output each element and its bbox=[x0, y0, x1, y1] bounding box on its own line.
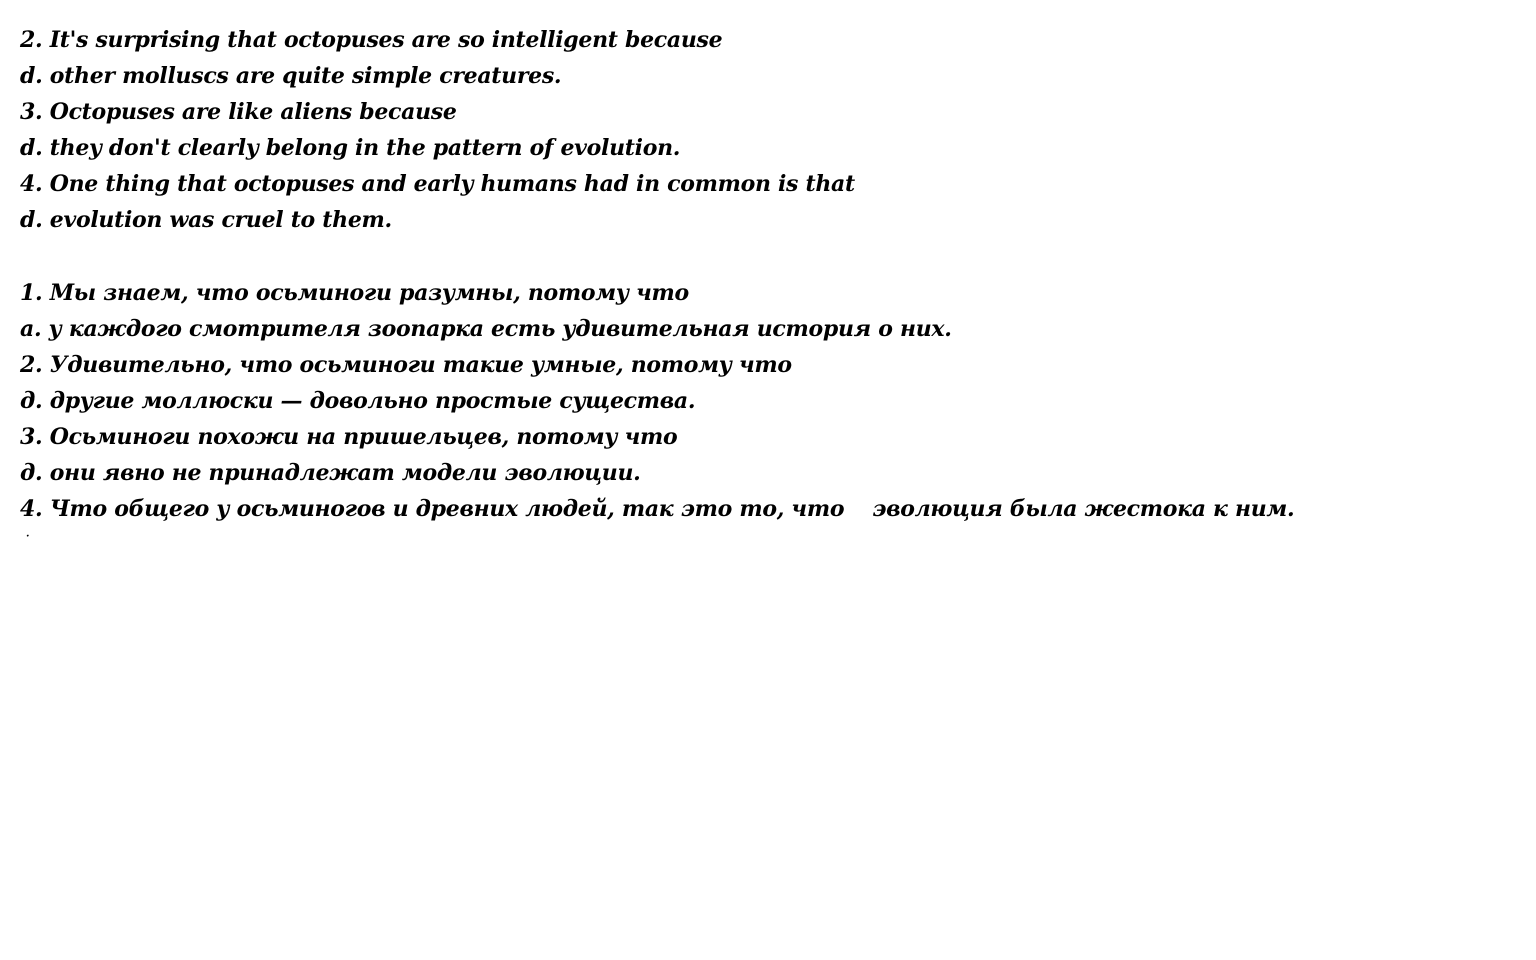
english-line: d. other molluscs are quite simple creatures. bbox=[20, 63, 562, 89]
english-line: d. evolution was cruel to them. bbox=[20, 207, 392, 233]
document-body bbox=[20, 22, 1510, 547]
russian-line: д. они явно не принадлежат модели эволюции. bbox=[20, 460, 641, 486]
english-line: 3. Octopuses are like aliens because bbox=[20, 99, 457, 125]
english-line: 2. It's surprising that octopuses are so intelligent because bbox=[20, 27, 723, 53]
paragraph-gap bbox=[20, 238, 1510, 275]
trailing-mark: · bbox=[26, 531, 30, 542]
russian-line: 1. Мы знаем, что осьминоги разумны, потому что bbox=[20, 280, 689, 306]
russian-line: д. другие моллюски — довольно простые существа. bbox=[20, 388, 696, 414]
russian-line: а. у каждого смотрителя зоопарка есть удивительная история о них. bbox=[20, 316, 952, 342]
english-line: 4. One thing that octopuses and early humans had in common is that bbox=[20, 171, 855, 197]
russian-line: 3. Осьминоги похожи на пришельцев, потому что bbox=[20, 424, 678, 450]
russian-last-question: 4. Что общего у осьминогов и древних людей, так это то, что bbox=[20, 496, 845, 522]
english-line: d. they don't clearly belong in the pattern of evolution. bbox=[20, 135, 681, 161]
russian-last-line bbox=[20, 491, 1510, 527]
russian-line: 2. Удивительно, что осьминоги такие умные, потому что bbox=[20, 352, 792, 378]
russian-last-answer: эволюция была жестока к ним. bbox=[872, 496, 1295, 522]
